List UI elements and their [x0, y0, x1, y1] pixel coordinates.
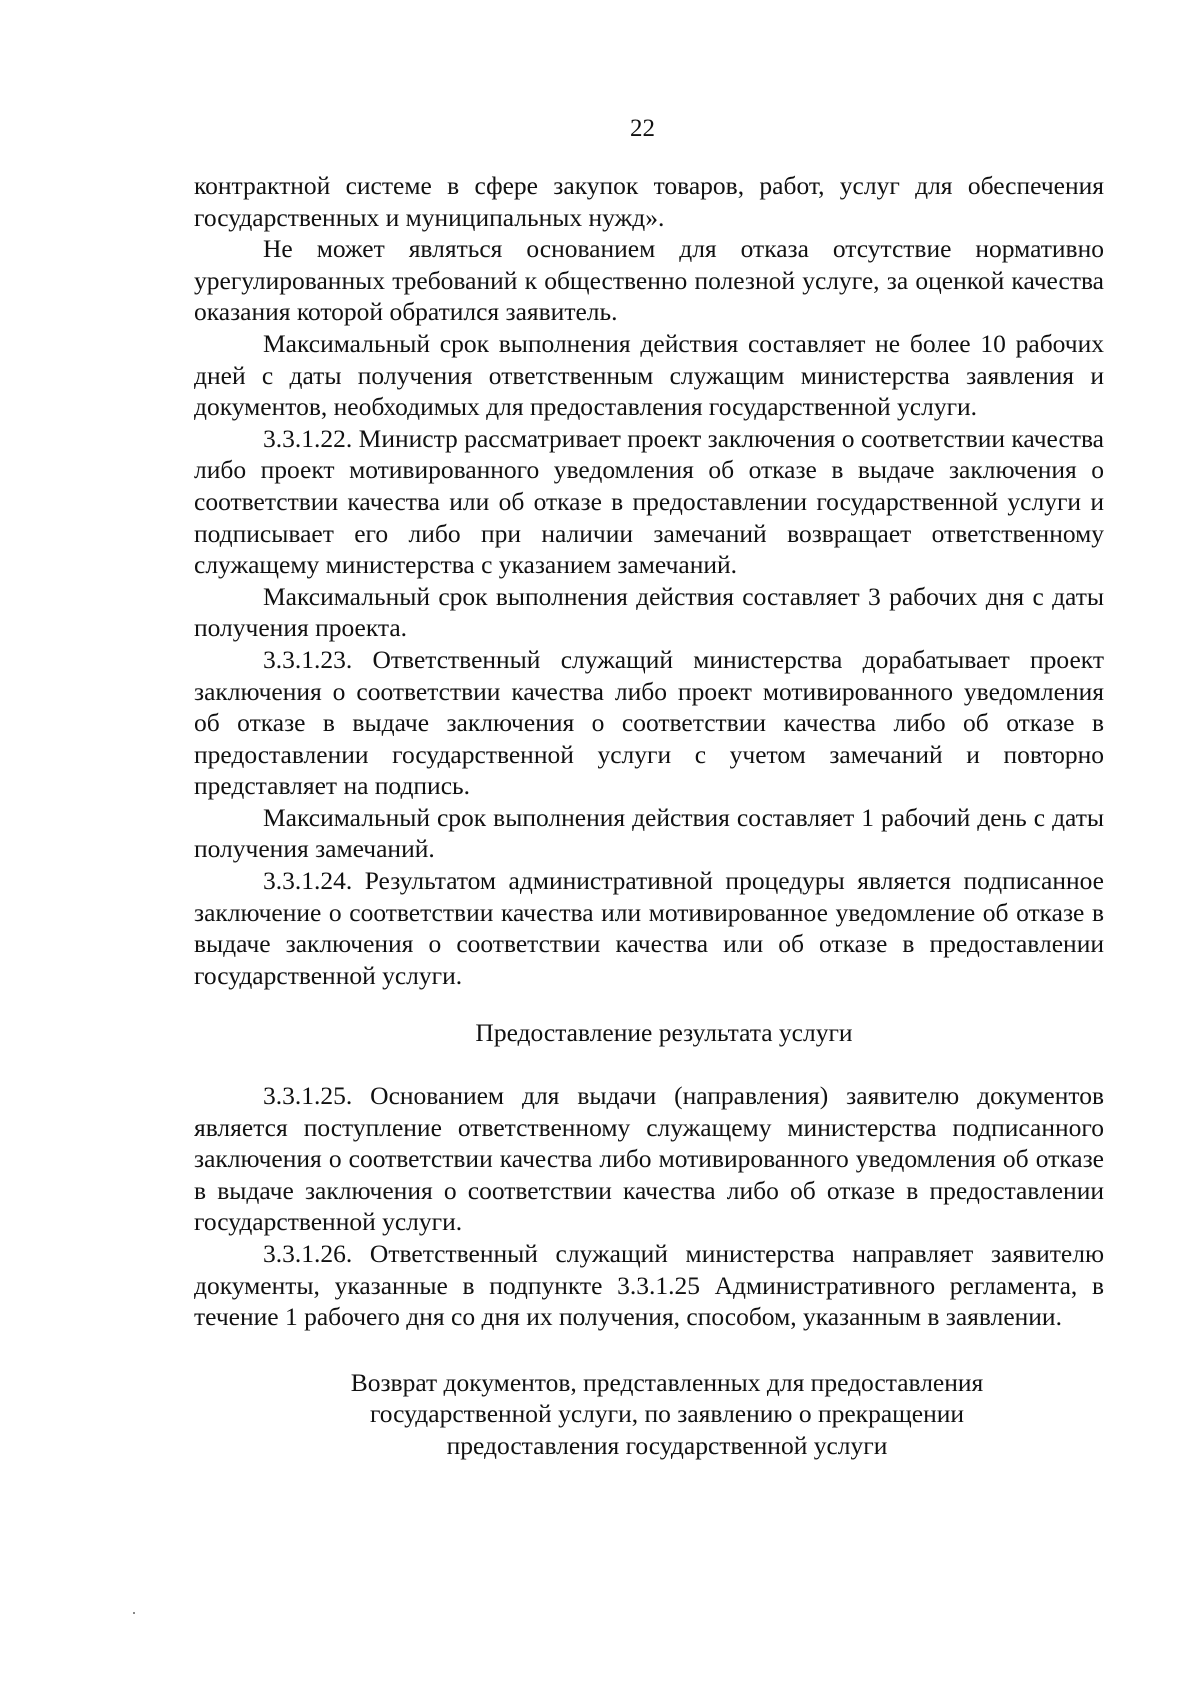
heading-line: Возврат документов, представленных для предоставления	[350, 1367, 984, 1397]
paragraph: Не может являться основанием для отказа отсутствие нормативно урегулированных требований к общественно полезной услуге, за оценкой качества оказания которой обратился заявитель.	[194, 234, 1104, 327]
paragraph: Максимальный срок выполнения действия составляет 3 рабочих дня с даты получения проекта.	[194, 581, 1104, 643]
scan-speck	[133, 1612, 135, 1614]
section-heading-result: Предоставление результата услуги	[475, 1018, 853, 1048]
paragraph: 3.3.1.24. Результатом административной процедуры является подписанное заключение о соответствии качества или мотивированное уведомление об отказе в выдаче заключения о соответствии качества или об отказе в предоставлении государственной услуги.	[194, 866, 1104, 990]
paragraph: Максимальный срок выполнения действия составляет 1 рабочий день с даты получения замечаний.	[194, 802, 1104, 864]
heading-line: государственной услуги, по заявлению о прекращении	[369, 1399, 965, 1429]
paragraph: 3.3.1.26. Ответственный служащий министерства направляет заявителю документы, указанные в подпункте 3.3.1.25 Административного регламента, в течение 1 рабочего дня со дня их получения, способом, указанным в заявлении.	[194, 1239, 1104, 1332]
paragraph: контрактной системе в сфере закупок товаров, работ, услуг для обеспечения государственных и муниципальных нужд».	[194, 171, 1104, 232]
section-paragraphs-part2	[194, 1080, 1104, 1333]
page-number: 22	[630, 115, 655, 142]
section-paragraphs-part1	[194, 170, 1104, 991]
paragraph: Максимальный срок выполнения действия составляет не более 10 рабочих дней с даты получения ответственным служащим министерства заявления и документов, необходимых для предоставления государственной услуги.	[194, 328, 1104, 422]
paragraph: 3.3.1.22. Министр рассматривает проект заключения о соответствии качества либо проект мотивированного уведомления об отказе в выдаче заключения о соответствии качества или об отказе в предоставлении государственной услуги и подписывает его либо при наличии замечаний возвращает ответственному служащему министерства с указанием замечаний.	[194, 423, 1104, 580]
heading-line: предоставления государственной услуги	[446, 1430, 888, 1460]
document-body	[194, 170, 1104, 1462]
section-heading-return	[194, 1367, 1104, 1462]
paragraph: 3.3.1.25. Основанием для выдачи (направления) заявителю документов является поступление ответственному служащему министерства подписанного заключения о соответствии качества либо мотивированного уведомления об отказе в выдаче заключения о соответствии качества либо об отказе в предоставлении государственной услуги.	[194, 1081, 1104, 1237]
paragraph: 3.3.1.23. Ответственный служащий министерства дорабатывает проект заключения о соответствии качества либо проект мотивированного уведомления об отказе в выдаче заключения о соответствии качества либо об отказе в предоставлении государственной услуги с учетом замечаний и повторно представляет на подпись.	[194, 644, 1104, 801]
